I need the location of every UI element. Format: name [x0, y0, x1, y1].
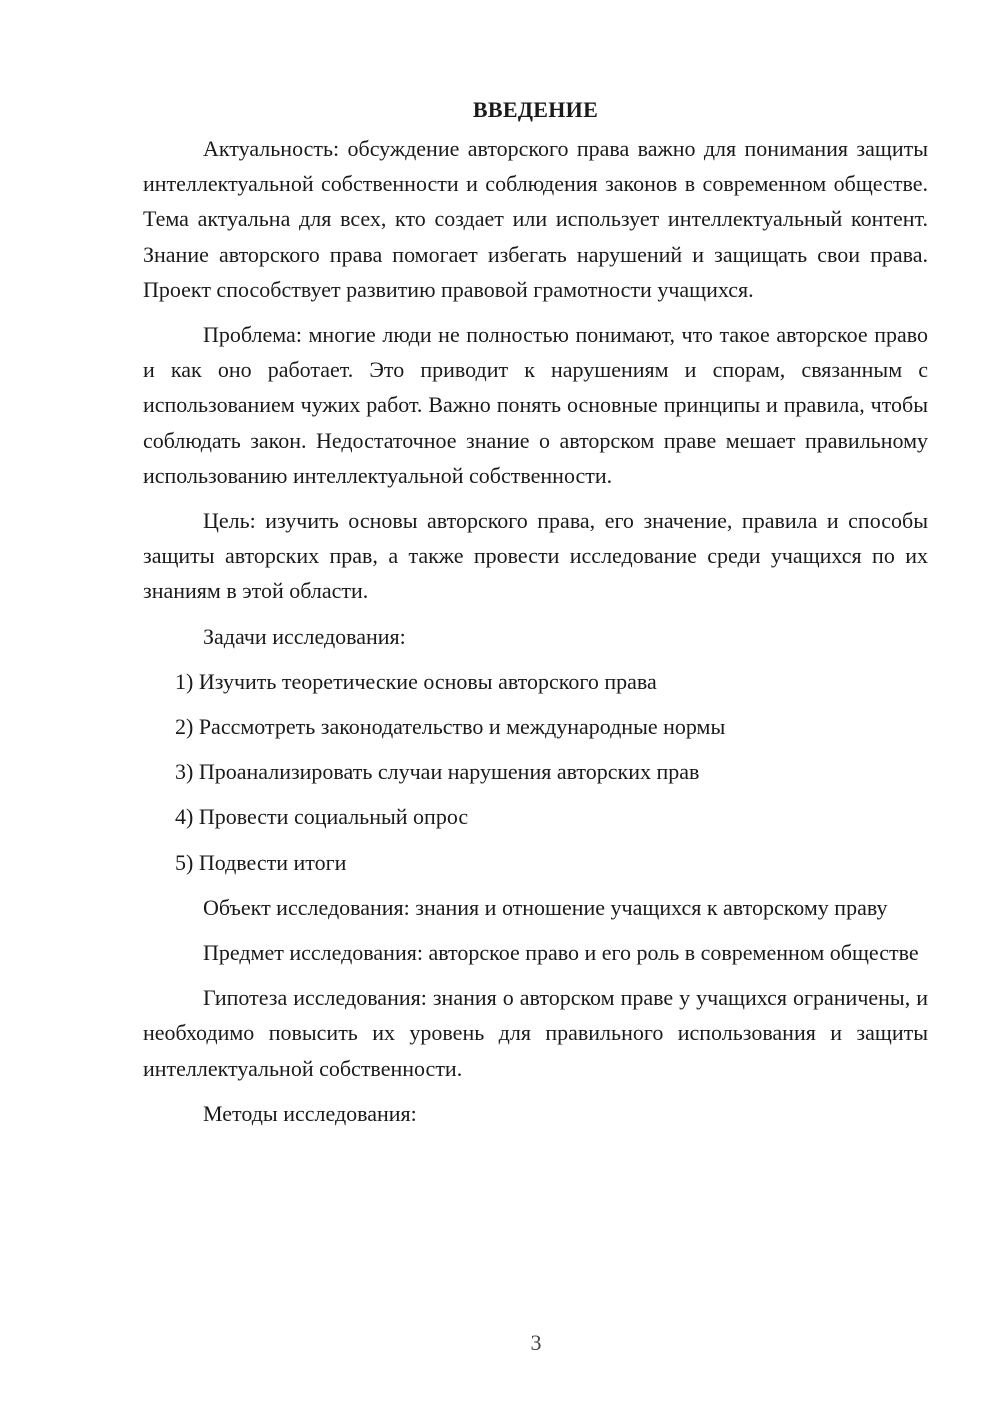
- page-number: 3: [530, 1330, 542, 1355]
- tasks-heading: Задачи исследования:: [203, 623, 406, 649]
- task-item: 4) Провести социальный опрос: [175, 804, 469, 830]
- subject-paragraph: Предмет исследования: авторское право и его роль в современном обществе: [203, 940, 919, 966]
- tasks-list: [143, 664, 928, 880]
- page-title: ВВЕДЕНИЕ: [472, 97, 599, 122]
- task-item: 1) Изучить теоретические основы авторского права: [175, 668, 657, 694]
- goal-paragraph: Цель: изучить основы авторского права, его значение, правила и способы защиты авторских прав, а также провести исследование среди учащихся по их знаниям в этой области.: [143, 508, 928, 604]
- methods-heading: Методы исследования:: [203, 1100, 417, 1126]
- document-page: [143, 92, 928, 1141]
- hypothesis-paragraph: Гипотеза исследования: знания о авторском праве у учащихся ограничены, и необходимо повысить их уровень для правильного использования и защиты интеллектуальной собственности.: [143, 985, 928, 1081]
- task-item: 3) Проанализировать случаи нарушения авторских прав: [175, 759, 700, 785]
- object-paragraph: Объект исследования: знания и отношение учащихся к авторскому праву: [203, 894, 888, 920]
- task-item: 5) Подвести итоги: [175, 849, 347, 875]
- task-item: 2) Рассмотреть законодательство и международные нормы: [175, 714, 726, 740]
- problem-paragraph: Проблема: многие люди не полностью понимают, что такое авторское право и как оно работает. Это приводит к нарушениям и спорам, связанным с использованием чужих работ. Важно понять основные принципы и правила, чтобы соблюдать закон. Недостаточное знание о авторском праве мешает правильному использованию интеллектуальной собственности.: [143, 322, 928, 488]
- relevance-paragraph: Актуальность: обсуждение авторского права важно для понимания защиты интеллектуальной собственности и соблюдения законов в современном обществе. Тема актуальна для всех, кто создает или использует интеллектуальный контент. Знание авторского права помогает избегать нарушений и защищать свои права. Проект способствует развитию правовой грамотности учащихся.: [143, 136, 928, 302]
